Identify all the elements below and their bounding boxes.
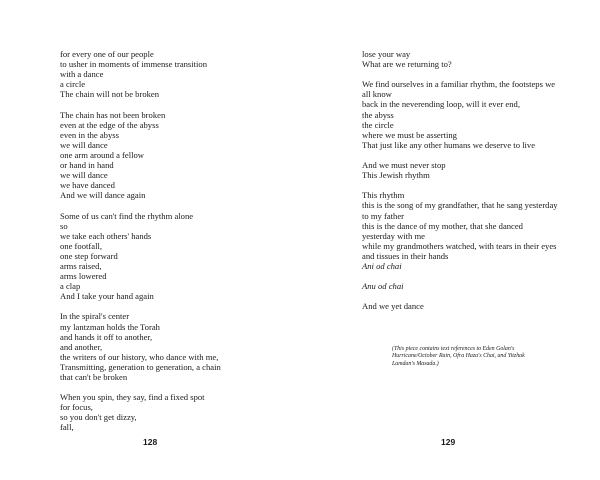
poem-line: to usher in moments of immense transition — [60, 59, 208, 70]
poem-line: arms raised, — [60, 260, 102, 271]
poem-line: we take each others' hands — [60, 230, 152, 241]
poem-line: The chain will not be broken — [60, 89, 160, 100]
right-page-number: 129 — [441, 437, 456, 447]
poem-line: with a dance — [60, 69, 104, 80]
poem-line: one footfall, — [60, 240, 102, 251]
poem-line: so — [60, 220, 68, 231]
poem-line: And we yet dance — [362, 301, 424, 312]
right-poem-text — [362, 49, 558, 322]
right-page — [300, 0, 600, 480]
stanza — [362, 49, 558, 69]
poem-line: back in the neverending loop, will it ever end, — [362, 99, 520, 110]
footnote: (This piece contains text references to Eden Golan's Hurricane/October Rain, Ofra Haza's Chai, and Yitzhak Lamdan's Masada.) — [392, 346, 525, 367]
poem-line: When you spin, they say, find a fixed spot — [60, 392, 205, 403]
poem-line: Transmitting, generation to generation, a chain — [60, 361, 221, 372]
stanza — [362, 190, 558, 271]
poem-line: The chain has not been broken — [60, 109, 166, 120]
poem-line: and hands it off to another, — [60, 331, 153, 342]
poem-line: the circle — [362, 119, 394, 130]
poem-line: This rhythm — [362, 190, 405, 201]
poem-line: Anu od chai — [362, 281, 404, 292]
left-page-number: 128 — [143, 437, 158, 447]
poem-line: that can't be broken — [60, 372, 128, 382]
poem-line: And we will dance again — [60, 190, 146, 201]
stanza — [60, 311, 292, 382]
poem-line: And I take your hand again — [60, 291, 154, 302]
stanza — [362, 160, 558, 180]
poem-line: while my grandmothers watched, with tears in their eyes and tissues in their hands — [362, 240, 559, 261]
poem-line: the writers of our history, who dance with me, — [60, 351, 219, 362]
poem-line: And we must never stop — [362, 160, 446, 171]
poem-line: for focus, — [60, 402, 93, 413]
poem-line: a circle — [60, 79, 86, 90]
poem-line: In the spiral's center — [60, 311, 130, 322]
poem-line: one arm around a fellow — [60, 149, 144, 160]
poem-line: this is the dance of my mother, that she danced yesterday with me — [362, 220, 526, 241]
poem-line: even in the abyss — [60, 129, 119, 140]
poem-line: even at the edge of the abyss — [60, 119, 159, 130]
poem-line: This Jewish rhythm — [362, 170, 430, 181]
poem-line: for every one of our people — [60, 49, 154, 59]
poem-line: and another, — [60, 341, 103, 352]
stanza — [60, 211, 292, 302]
left-poem-text — [60, 49, 292, 443]
poem-line: so you don't get dizzy, — [60, 412, 137, 423]
stanza — [362, 281, 558, 291]
poem-line: or hand in hand — [60, 160, 114, 171]
poem-line: Ani od chai — [362, 260, 402, 271]
poem-line: my lantzman holds the Torah — [60, 321, 160, 332]
poem-line: lose your way — [362, 49, 411, 59]
poem-line: That just like any other humans we deserve to live — [362, 139, 536, 150]
stanza — [60, 110, 292, 201]
poem-line: we have danced — [60, 180, 115, 191]
poem-line: the abyss — [362, 109, 394, 120]
stanza — [362, 79, 558, 150]
poem-line: we will dance — [60, 139, 108, 150]
poem-line: arms lowered — [60, 271, 107, 282]
poem-line: one step forward — [60, 250, 118, 261]
stanza — [60, 49, 292, 99]
poem-line: We find ourselves in a familiar rhythm, the footsteps we all know — [362, 79, 558, 100]
poem-line: this is the song of my grandfather, that he sang yesterday to my father — [362, 200, 560, 221]
poem-line: where we must be asserting — [362, 129, 457, 140]
poem-line: fall, — [60, 422, 74, 433]
stanza — [362, 301, 558, 311]
poem-line: What are we returning to? — [362, 59, 452, 70]
stanza — [60, 392, 292, 432]
poem-line: a clap — [60, 281, 81, 292]
poem-line: Some of us can't find the rhythm alone — [60, 210, 194, 221]
poem-line: we will dance — [60, 170, 108, 181]
